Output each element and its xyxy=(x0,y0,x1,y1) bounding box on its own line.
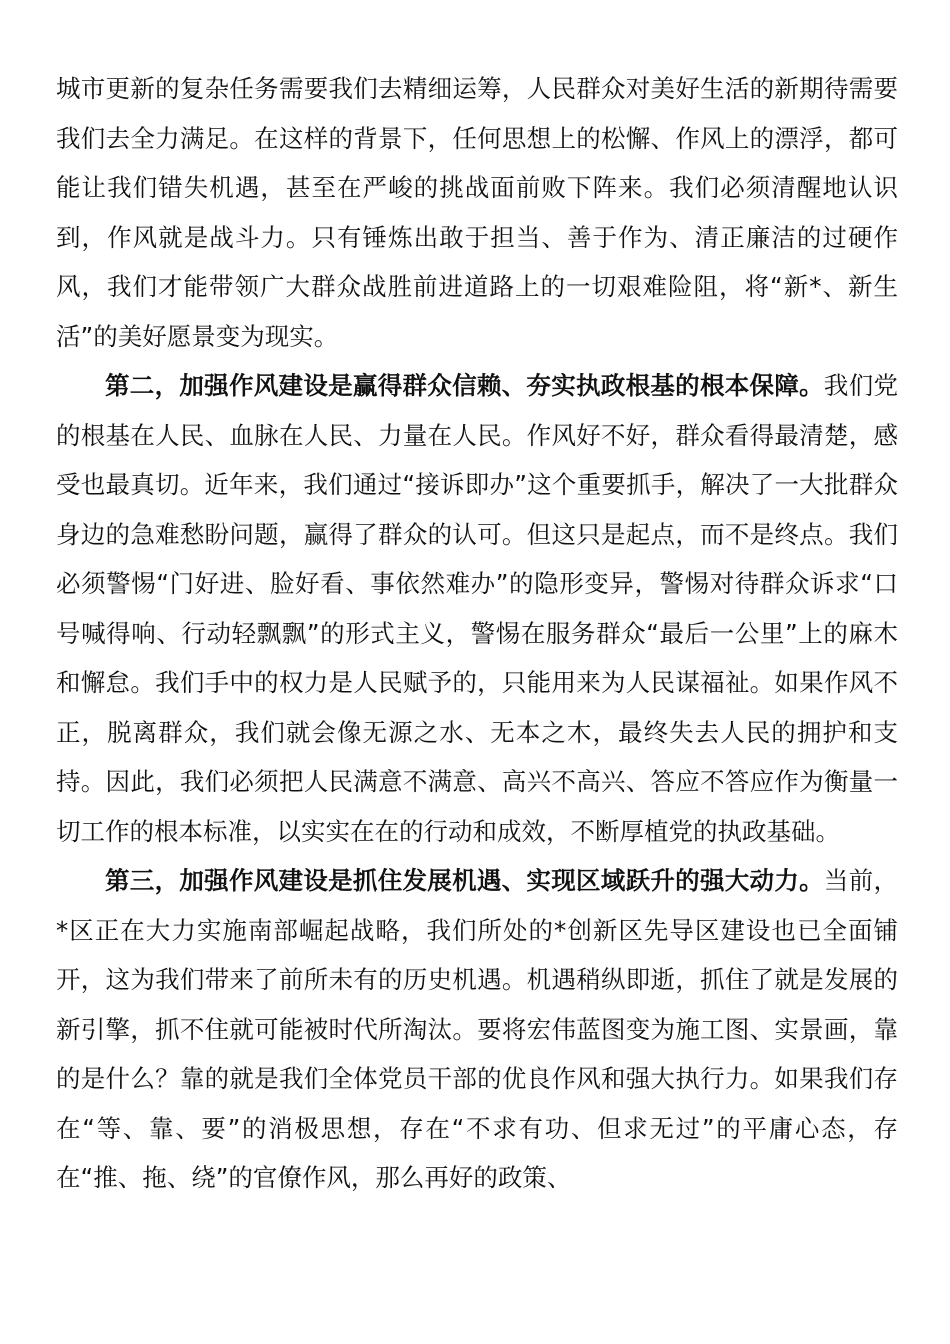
paragraph-3-text: 当前，*区正在大力实施南部崛起战略，我们所处的*创新区先导区建设也已全面铺开，这为我们带来了前所未有的历史机遇。机遇稍纵即逝，抓住了就是发展的新引擎，抓不住就可能被时代所淘汰。要将宏伟蓝图变为施工图、实景画，靠的是什么？靠的就是我们全体党员干部的优良作风和强大执行力。如果我们存在“等、靠、要”的消极思想，存在“不求有功、但求无过”的平庸心态，存在“推、拖、绕”的官僚作风，那么再好的政策、 xyxy=(56,866,899,1192)
document-page xyxy=(56,64,898,1203)
paragraph-2-heading: 第二，加强作风建设是赢得群众信赖、夯实执政根基的根本保障。 xyxy=(105,371,824,400)
paragraph-2 xyxy=(56,361,898,856)
paragraph-3 xyxy=(56,856,898,1203)
paragraph-2-text: 我们党的根基在人民、血脉在人民、力量在人民。作风好不好，群众看得最清楚，感受也最真切。近年来，我们通过“接诉即办”这个重要抓手，解决了一大批群众身边的急难愁盼问题，赢得了群众的认可。但这只是起点，而不是终点。我们必须警惕“门好进、脸好看、事依然难办”的隐形变异，警惕对待群众诉求“口号喊得响、行动轻飘飘”的形式主义，警惕在服务群众“最后一公里”上的麻木和懈怠。我们手中的权力是人民赋予的，只能用来为人民谋福祉。如果作风不正，脱离群众，我们就会像无源之水、无本之木，最终失去人民的拥护和支持。因此，我们必须把人民满意不满意、高兴不高兴、答应不答应作为衡量一切工作的根本标准，以实实在在的行动和成效，不断厚植党的执政基础。 xyxy=(56,371,899,846)
paragraph-1-text: 城市更新的复杂任务需要我们去精细运筹，人民群众对美好生活的新期待需要我们去全力满足。在这样的背景下，任何思想上的松懈、作风上的漂浮，都可能让我们错失机遇，甚至在严峻的挑战面前败下阵来。我们必须清醒地认识到，作风就是战斗力。只有锤炼出敢于担当、善于作为、清正廉洁的过硬作风，我们才能带领广大群众战胜前进道路上的一切艰难险阻，将“新*、新生活”的美好愿景变为现实。 xyxy=(56,74,898,351)
paragraph-1 xyxy=(56,64,898,361)
paragraph-3-heading: 第三，加强作风建设是抓住发展机遇、实现区域跃升的强大动力。 xyxy=(105,866,824,895)
